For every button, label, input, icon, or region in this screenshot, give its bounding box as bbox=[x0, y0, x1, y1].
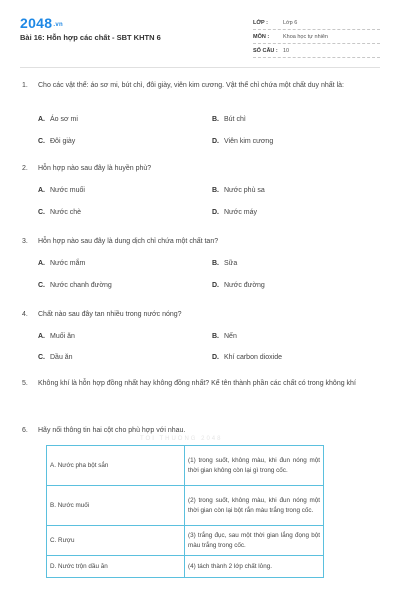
option-letter: D. bbox=[212, 282, 219, 289]
option-letter: C. bbox=[38, 138, 45, 145]
table-row bbox=[47, 556, 324, 578]
logo-tld: .vn bbox=[53, 22, 63, 28]
question-1 bbox=[22, 80, 382, 91]
option-letter: C. bbox=[38, 354, 45, 361]
option-4c[interactable] bbox=[38, 354, 73, 361]
meta-row-subject bbox=[253, 30, 380, 44]
page-title: Bài 16: Hỗn hợp các chất - SBT KHTN 6 bbox=[20, 33, 161, 42]
meta-row-count bbox=[253, 44, 380, 58]
table-cell-left: A. Nước pha bột sắn bbox=[47, 446, 185, 486]
option-letter: A. bbox=[38, 116, 45, 123]
option-letter: A. bbox=[38, 333, 45, 340]
meta-key: MÔN : bbox=[253, 33, 270, 40]
option-text: Nước chè bbox=[50, 209, 82, 216]
option-text: Nước đường bbox=[224, 282, 265, 289]
question-text: Hỗn hợp nào sau đây là dung dịch chỉ chứa một chất tan? bbox=[38, 238, 219, 245]
question-number: 6. bbox=[22, 427, 28, 434]
option-letter: B. bbox=[212, 333, 219, 340]
option-text: Dầu ăn bbox=[50, 354, 73, 361]
option-1d[interactable] bbox=[212, 138, 273, 145]
table-cell-left: B. Nước muối bbox=[47, 486, 185, 526]
question-number: 5. bbox=[22, 380, 28, 387]
option-letter: C. bbox=[38, 282, 45, 289]
option-text: Nước máy bbox=[224, 209, 258, 216]
question-text: Không khí là hỗn hợp đồng nhất hay không đồng nhất? Kể tên thành phần các chất có trong không khí bbox=[38, 380, 356, 387]
table-cell-left: C. Rượu bbox=[47, 526, 185, 556]
option-3d[interactable] bbox=[212, 282, 265, 289]
option-4d[interactable] bbox=[212, 354, 282, 361]
table-row bbox=[47, 526, 324, 556]
option-letter: A. bbox=[38, 260, 45, 267]
option-text: Muối ăn bbox=[50, 333, 75, 340]
option-letter: B. bbox=[212, 116, 219, 123]
option-text: Nước muối bbox=[50, 187, 85, 194]
option-2c[interactable] bbox=[38, 209, 81, 216]
option-3b[interactable] bbox=[212, 260, 237, 267]
site-logo[interactable] bbox=[20, 15, 63, 31]
option-letter: D. bbox=[212, 138, 219, 145]
option-letter: D. bbox=[212, 354, 219, 361]
table-row bbox=[47, 446, 324, 486]
option-4a[interactable] bbox=[38, 333, 75, 340]
question-text: Hãy nối thông tin hai cột cho phù hợp với nhau. bbox=[38, 427, 186, 434]
meta-value: 10 bbox=[283, 47, 290, 54]
option-text: Nến bbox=[224, 333, 237, 340]
meta-info bbox=[253, 16, 380, 58]
watermark: TOI THUONG 2048 bbox=[140, 436, 223, 442]
table-cell-right: (3) trắng đục, sau một thời gian lắng đọng bột màu trắng trong cốc. bbox=[185, 526, 324, 556]
option-letter: A. bbox=[38, 187, 45, 194]
question-text: Chất nào sau đây tan nhiều trong nước nóng? bbox=[38, 311, 182, 318]
question-number: 4. bbox=[22, 311, 28, 318]
option-text: Đôi giày bbox=[50, 138, 76, 145]
option-3c[interactable] bbox=[38, 282, 112, 289]
logo-text: 2048 bbox=[20, 15, 53, 31]
question-6 bbox=[22, 425, 382, 436]
option-text: Sữa bbox=[224, 260, 238, 267]
option-2d[interactable] bbox=[212, 209, 257, 216]
option-2a[interactable] bbox=[38, 187, 85, 194]
meta-key: SỐ CÂU : bbox=[253, 47, 278, 54]
question-4 bbox=[22, 309, 382, 320]
table-cell-right: (2) trong suốt, không màu, khi đun nóng một thời gian còn lại bột rắn màu trắng trong cốc. bbox=[185, 486, 324, 526]
option-letter: B. bbox=[212, 260, 219, 267]
option-text: Áo sơ mi bbox=[50, 116, 78, 123]
option-text: Viên kim cương bbox=[224, 138, 274, 145]
table-cell-right: (1) trong suốt, không màu, khi đun nóng một thời gian không còn lại gì trong cốc. bbox=[185, 446, 324, 486]
option-4b[interactable] bbox=[212, 333, 237, 340]
option-3a[interactable] bbox=[38, 260, 85, 267]
meta-value: Lớp 6 bbox=[283, 19, 298, 26]
option-1c[interactable] bbox=[38, 138, 75, 145]
option-text: Khí carbon dioxide bbox=[224, 354, 282, 361]
option-text: Nước chanh đường bbox=[50, 282, 112, 289]
question-number: 2. bbox=[22, 165, 28, 172]
question-number: 1. bbox=[22, 82, 28, 89]
header-divider bbox=[20, 67, 380, 68]
matching-table bbox=[46, 445, 324, 578]
question-2 bbox=[22, 163, 382, 174]
meta-key: LỚP : bbox=[253, 19, 268, 26]
meta-value: Khoa học tự nhiên bbox=[283, 33, 328, 40]
option-letter: C. bbox=[38, 209, 45, 216]
option-letter: D. bbox=[212, 209, 219, 216]
table-cell-right: (4) tách thành 2 lớp chất lỏng. bbox=[185, 556, 324, 578]
option-text: Nước phù sa bbox=[224, 187, 265, 194]
question-5 bbox=[22, 378, 382, 389]
option-2b[interactable] bbox=[212, 187, 265, 194]
question-text: Cho các vật thể: áo sơ mi, bút chì, đôi giày, viên kim cương. Vật thể chỉ chứa một chất duy nhất là: bbox=[38, 82, 344, 89]
question-text: Hỗn hợp nào sau đây là huyền phù? bbox=[38, 165, 152, 172]
table-cell-left: D. Nước trộn dầu ăn bbox=[47, 556, 185, 578]
option-text: Nước mắm bbox=[50, 260, 86, 267]
question-number: 3. bbox=[22, 238, 28, 245]
option-letter: B. bbox=[212, 187, 219, 194]
option-1b[interactable] bbox=[212, 116, 246, 123]
option-1a[interactable] bbox=[38, 116, 78, 123]
meta-row-grade bbox=[253, 16, 380, 30]
option-text: Bút chì bbox=[224, 116, 246, 123]
question-3 bbox=[22, 236, 382, 247]
table-row bbox=[47, 486, 324, 526]
